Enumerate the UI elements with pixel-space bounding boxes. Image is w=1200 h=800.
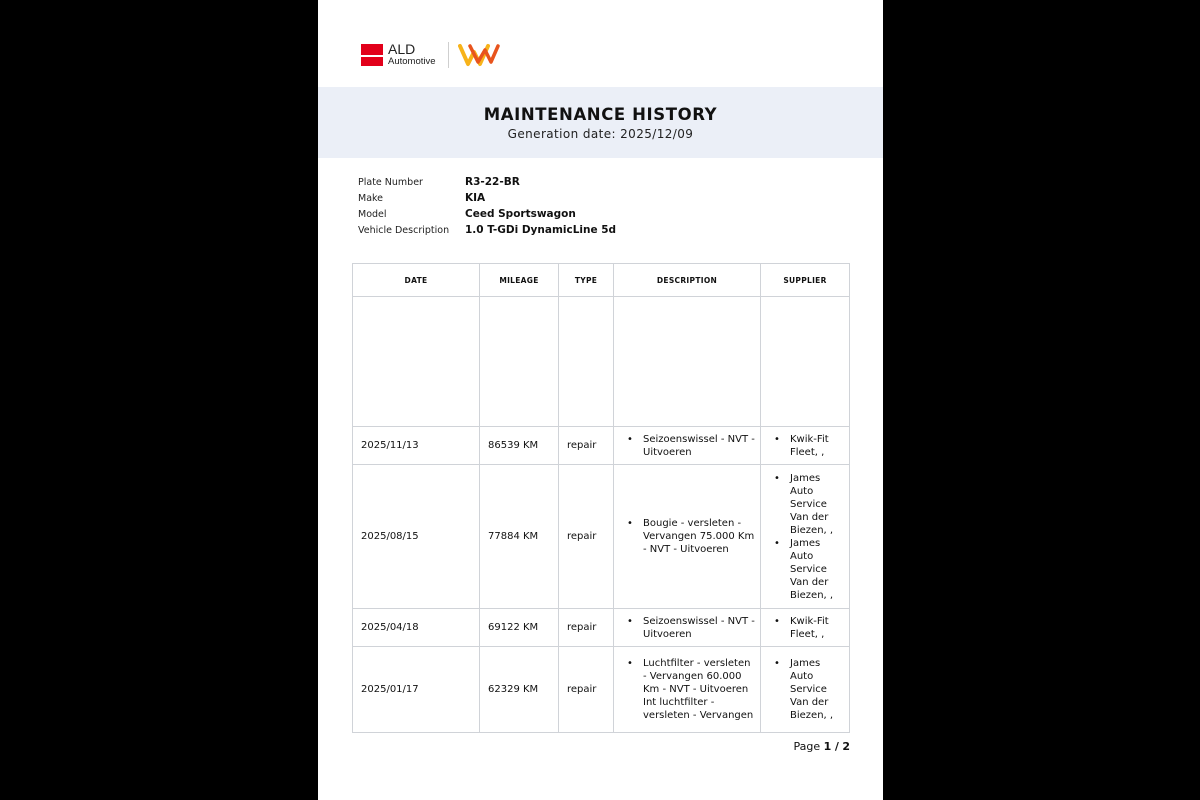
empty-cell bbox=[480, 297, 559, 427]
info-label: Vehicle Description bbox=[358, 225, 450, 236]
supplier-cell bbox=[761, 427, 850, 465]
generation-date: Generation date: 2025/12/09 bbox=[507, 127, 694, 141]
page-separator: / bbox=[834, 740, 839, 753]
page-indicator bbox=[794, 740, 850, 753]
description-item: • Luchtfilter - versleten - Vervangen 60.000 Km - NVT - Uitvoeren Int luchtfilter - versleten - Vervangen bbox=[622, 657, 755, 722]
partner-w-logo-icon bbox=[458, 42, 500, 68]
page-current: 1 bbox=[823, 740, 832, 753]
date-cell: 2025/04/18 bbox=[353, 609, 480, 647]
mileage-cell: 86539 KM bbox=[480, 427, 559, 465]
supplier-item: • James Auto Service Van der Biezen, , bbox=[769, 472, 844, 537]
supplier-item: • James Auto Service Van der Biezen, , bbox=[769, 537, 844, 602]
date-cell: 2025/01/17 bbox=[353, 647, 480, 733]
info-value: 1.0 T-GDi DynamicLine 5d bbox=[465, 224, 617, 236]
page-total: 2 bbox=[842, 740, 850, 753]
description-cell bbox=[614, 609, 761, 647]
document-title: MAINTENANCE HISTORY bbox=[483, 105, 718, 124]
date-cell: 2025/11/13 bbox=[353, 427, 480, 465]
column-header-date: DATE bbox=[353, 264, 480, 297]
description-item: • Bougie - versleten - Vervangen 75.000 Km - NVT - Uitvoeren bbox=[622, 517, 755, 556]
type-cell: repair bbox=[559, 427, 614, 465]
description-cell bbox=[614, 647, 761, 733]
type-cell: repair bbox=[559, 647, 614, 733]
info-label: Plate Number bbox=[358, 177, 423, 188]
table-header-row bbox=[353, 264, 850, 297]
empty-cell bbox=[761, 297, 850, 427]
maintenance-table bbox=[352, 263, 850, 733]
date-cell: 2025/08/15 bbox=[353, 465, 480, 609]
info-label: Make bbox=[358, 193, 384, 204]
ald-logo-text bbox=[388, 42, 436, 67]
column-header-supplier: SUPPLIER bbox=[761, 264, 850, 297]
info-value: Ceed Sportswagon bbox=[465, 208, 576, 220]
table-row bbox=[353, 609, 850, 647]
column-header-type: TYPE bbox=[559, 264, 614, 297]
document-page bbox=[318, 0, 883, 800]
supplier-item: • Kwik-Fit Fleet, , bbox=[769, 433, 844, 459]
type-cell: repair bbox=[559, 465, 614, 609]
description-item: • Seizoenswissel - NVT - Uitvoeren bbox=[622, 433, 755, 459]
supplier-cell bbox=[761, 465, 850, 609]
supplier-item: • James Auto Service Van der Biezen, , bbox=[769, 657, 844, 722]
info-value: R3-22-BR bbox=[465, 176, 520, 188]
column-header-mileage: MILEAGE bbox=[480, 264, 559, 297]
supplier-cell bbox=[761, 609, 850, 647]
type-cell: repair bbox=[559, 609, 614, 647]
blank-row bbox=[353, 297, 850, 427]
supplier-item: • Kwik-Fit Fleet, , bbox=[769, 615, 844, 641]
mileage-cell: 77884 KM bbox=[480, 465, 559, 609]
empty-cell bbox=[559, 297, 614, 427]
empty-cell bbox=[353, 297, 480, 427]
table-row bbox=[353, 427, 850, 465]
table-row bbox=[353, 647, 850, 733]
description-cell bbox=[614, 465, 761, 609]
supplier-cell bbox=[761, 647, 850, 733]
page-prefix: Page bbox=[793, 740, 821, 753]
ald-logo-name: ALD bbox=[388, 41, 416, 57]
description-cell bbox=[614, 427, 761, 465]
description-item: • Seizoenswissel - NVT - Uitvoeren bbox=[622, 615, 755, 641]
column-header-description: DESCRIPTION bbox=[614, 264, 761, 297]
info-label: Model bbox=[358, 209, 387, 220]
ald-logo-mark bbox=[361, 44, 383, 66]
logo-divider bbox=[448, 42, 449, 68]
title-band bbox=[318, 87, 883, 158]
info-value: KIA bbox=[465, 192, 486, 204]
mileage-cell: 69122 KM bbox=[480, 609, 559, 647]
empty-cell bbox=[614, 297, 761, 427]
table-row bbox=[353, 465, 850, 609]
ald-logo-subtitle: Automotive bbox=[388, 56, 436, 67]
mileage-cell: 62329 KM bbox=[480, 647, 559, 733]
